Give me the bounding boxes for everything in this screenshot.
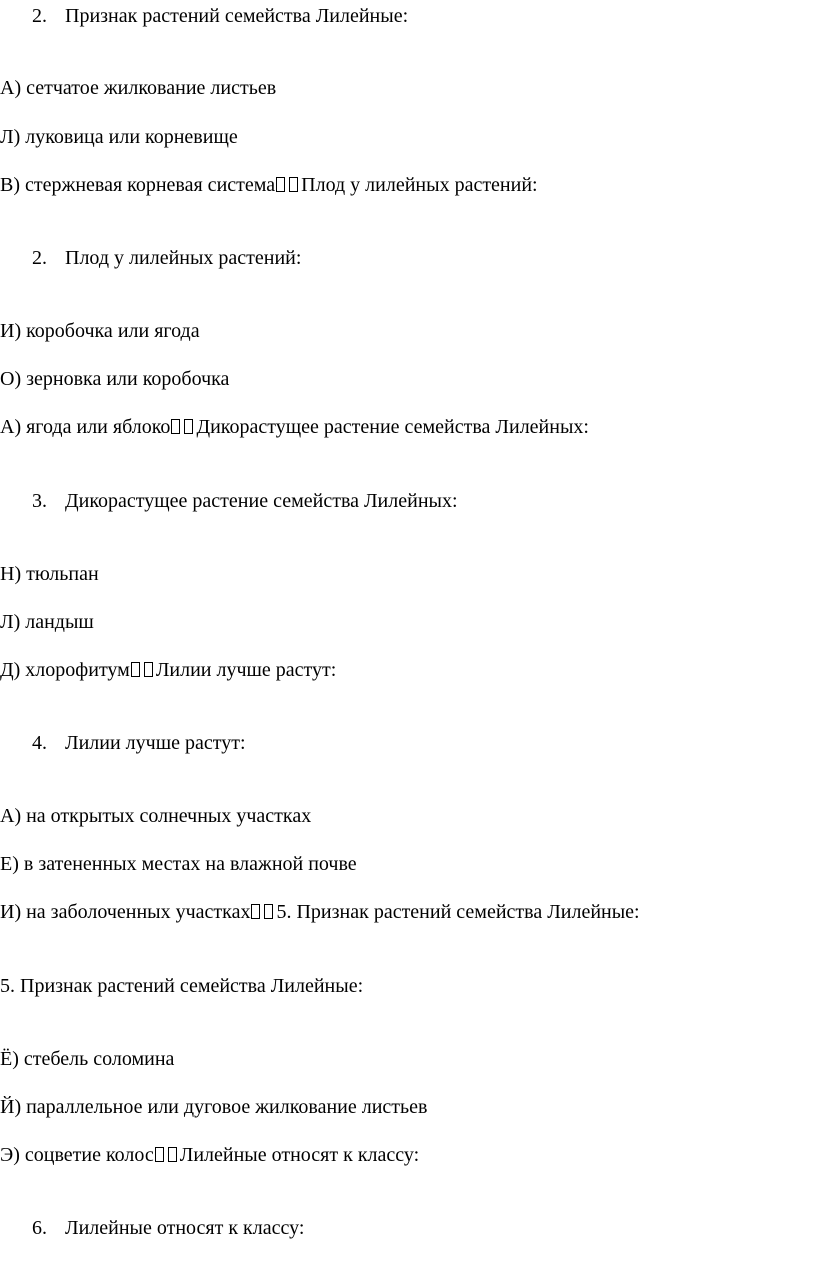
answer-option-last: [0, 173, 538, 197]
next-question-preview: Дикорастущее растение семейства Лилейных:: [196, 416, 589, 438]
question-heading: [32, 246, 301, 270]
question-number: 3.: [32, 490, 47, 512]
question-title: Дикорастущее растение семейства Лилейных:: [65, 490, 458, 512]
question-title: Лилии лучше растут:: [65, 732, 246, 754]
question-heading: [32, 1216, 304, 1240]
answer-option-text: А) ягода или яблоко: [0, 416, 171, 438]
question-heading: 5. Признак растений семейства Лилейные:: [0, 975, 364, 997]
answer-option: Й) параллельное или дуговое жилкование листьев: [0, 1096, 428, 1118]
question-title: Плод у лилейных растений:: [65, 247, 302, 269]
missing-glyph-icon: [131, 662, 140, 677]
question-heading: [32, 731, 246, 755]
missing-glyph-icon: [289, 177, 298, 192]
missing-glyph-icon: [264, 904, 273, 919]
answer-option-last: [0, 900, 640, 924]
answer-option-last: [0, 1143, 419, 1167]
answer-option-text: И) на заболоченных участках: [0, 901, 251, 923]
answer-option-text: Э) соцветие колос: [0, 1144, 154, 1166]
answer-option: Л) ландыш: [0, 611, 94, 633]
missing-glyph-icon: [276, 177, 285, 192]
question-number: 6.: [32, 1217, 47, 1239]
question-number: 2.: [32, 5, 47, 27]
next-question-preview: Плод у лилейных растений:: [301, 174, 538, 196]
missing-glyph-icon: [144, 662, 153, 677]
missing-glyph-icon: [168, 1147, 177, 1162]
question-number: 2.: [32, 247, 47, 269]
question-heading: [32, 4, 408, 28]
question-number: 4.: [32, 732, 47, 754]
next-question-preview: Лилии лучше растут:: [155, 659, 337, 681]
answer-option-last: [0, 658, 336, 682]
answer-option: А) сетчатое жилкование листьев: [0, 77, 277, 99]
missing-glyph-icon: [171, 419, 180, 434]
answer-option: А) на открытых солнечных участках: [0, 805, 312, 827]
next-question-preview: Лилейные относят к классу:: [179, 1144, 420, 1166]
answer-option: И) коробочка или ягода: [0, 320, 200, 342]
answer-option-text: Д) хлорофитум: [0, 659, 130, 681]
question-title: Признак растений семейства Лилейные:: [65, 5, 409, 27]
question-heading: [32, 489, 458, 513]
missing-glyph-icon: [184, 419, 193, 434]
missing-glyph-icon: [251, 904, 260, 919]
answer-option-last: [0, 415, 589, 439]
answer-option: Н) тюльпан: [0, 563, 99, 585]
answer-option: Е) в затененных местах на влажной почве: [0, 853, 357, 875]
missing-glyph-icon: [155, 1147, 164, 1162]
answer-option: Ё) стебель соломина: [0, 1048, 175, 1070]
question-title: Лилейные относят к классу:: [65, 1217, 305, 1239]
next-question-preview: 5. Признак растений семейства Лилейные:: [276, 901, 640, 923]
answer-option: Л) луковица или корневище: [0, 126, 238, 148]
answer-option-text: В) стержневая корневая система: [0, 174, 276, 196]
answer-option: О) зерновка или коробочка: [0, 368, 230, 390]
